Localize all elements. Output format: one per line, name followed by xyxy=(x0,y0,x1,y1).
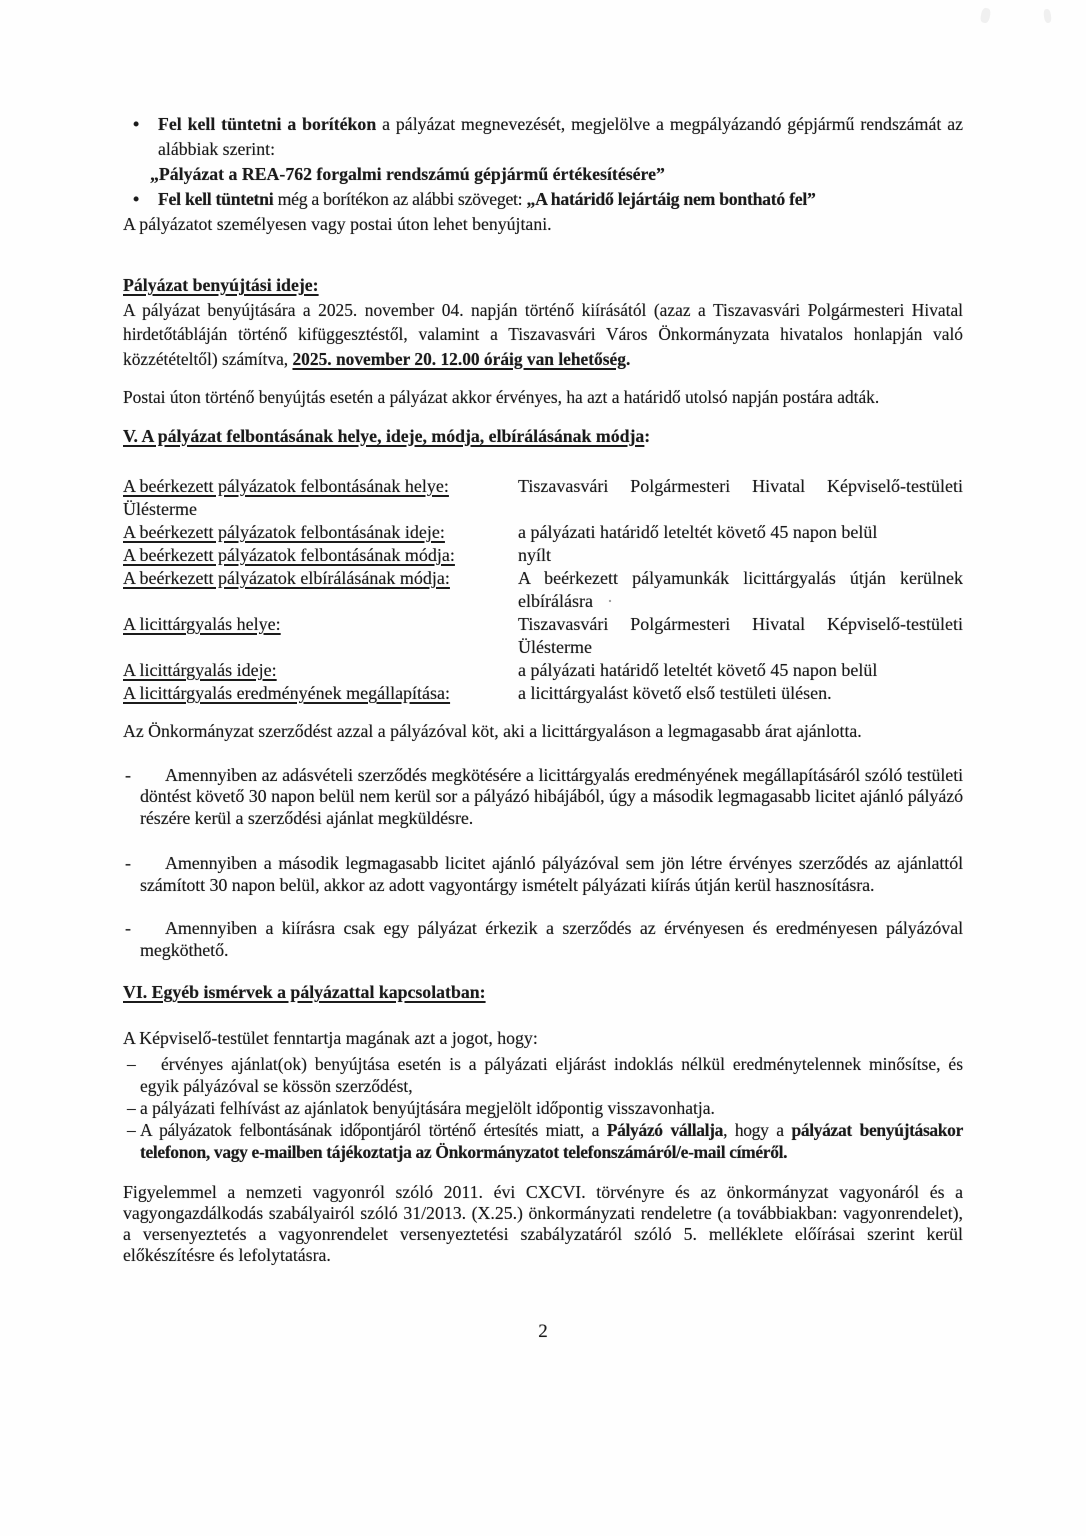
scan-artifact xyxy=(1043,9,1052,24)
submission-paragraph xyxy=(123,298,963,372)
row-value: a pályázati határidő leteltét követő 45 napon belül xyxy=(518,660,878,680)
row-label: A beérkezett pályázatok felbontásának helye: xyxy=(123,476,449,496)
dash-icon: - xyxy=(125,764,131,785)
row-label: A licittárgyalás helye: xyxy=(123,614,281,634)
dash-icon: – xyxy=(127,1120,136,1140)
row-label xyxy=(123,636,518,659)
bullet-icon: • xyxy=(133,114,140,134)
row-label: A licittárgyalás ideje: xyxy=(123,660,277,680)
list-item xyxy=(123,1097,963,1119)
table-row xyxy=(123,567,963,590)
row-label: A licittárgyalás eredményének megállapítása: xyxy=(123,683,451,703)
table-row xyxy=(123,521,963,544)
row-value: a licittárgyalást követő első testületi ülésen. xyxy=(518,683,832,703)
right-text: a pályázati felhívást az ajánlatok benyújtására megjelölt időpontig visszavonhatja. xyxy=(140,1098,715,1118)
row-label: A beérkezett pályázatok felbontásának ideje: xyxy=(123,522,445,542)
row-value: Ülésterme xyxy=(518,637,592,657)
table-row xyxy=(123,590,963,613)
table-row xyxy=(123,636,963,659)
right-text: érvényes ajánlat(ok) benyújtása esetén is a pályázati eljárást indoklás nélkül eredménytelennek minősítse, és egyik pályázóval se kössön szerződést, xyxy=(140,1054,963,1096)
bullet-bold-lead: Fel kell tüntetni a borítékon xyxy=(158,114,377,134)
list-item xyxy=(123,187,963,212)
submission-section-heading: Pályázat benyújtási ideje: xyxy=(123,275,319,295)
condition-text: Amennyiben a kiírásra csak egy pályázat érkezik a szerződés az érvényesen és eredményesen pályázóval megköthető. xyxy=(140,918,963,960)
deadline-highlight: 2025. november 20. 12.00 óráig van lehetőség xyxy=(292,348,626,369)
list-item xyxy=(123,918,963,961)
table-row xyxy=(123,498,963,521)
right-text: A pályázatok felbontásának időpontjáról történő értesítés miatt, a xyxy=(140,1120,607,1140)
list-item xyxy=(123,1119,963,1163)
dash-icon: – xyxy=(127,1098,136,1118)
row-label xyxy=(123,590,518,613)
list-item xyxy=(123,853,963,896)
condition-text: Amennyiben a második legmagasabb licitet ajánló pályázóval sem jön létre érvényes szerződés az ajánlattól számított 30 napon belül, akkor az adott vagyontárgy ismételt pályázati kiírás útján kerül hasznosításra. xyxy=(140,853,963,895)
table-row xyxy=(123,682,963,705)
bullet-bold-lead: Fel kell tüntetni xyxy=(158,189,274,209)
right-text: , hogy a xyxy=(723,1120,792,1140)
row-value: Tiszavasvári Polgármesteri Hivatal Képviselő-testületi xyxy=(518,476,963,496)
submission-method-line: A pályázatot személyesen vagy postai úton lehet benyújtani. xyxy=(123,214,552,234)
right-text-bold: Pályázó vállalja xyxy=(606,1120,724,1140)
row-label: Ülésterme xyxy=(123,499,197,519)
dash-icon: – xyxy=(127,1054,136,1074)
right-text-bold: pályázat benyújtásakor telefonon, vagy e-mailben tájékoztatja az Önkormányzatot telefonszámáról/e-mail címéről. xyxy=(140,1120,964,1162)
list-item xyxy=(123,765,963,830)
dash-icon: - xyxy=(125,853,131,873)
page-number: 2 xyxy=(538,1321,548,1342)
row-value: nyílt xyxy=(518,545,552,565)
row-value: A beérkezett pályamunkák licittárgyalás útján kerülnek xyxy=(518,568,963,588)
scan-artifact xyxy=(980,7,992,24)
section-v-heading: V. A pályázat felbontásának helye, ideje, módja, elbírálásának módja: xyxy=(123,425,651,446)
list-item xyxy=(123,112,963,162)
stray-dot: · xyxy=(606,591,613,611)
legal-reference-paragraph: Figyelemmel a nemzeti vagyonról szóló 2011. évi CXCVI. törvényre és az önkormányzat vagyonáról és a vagyongazdálkodás szabályairól szóló 31/2013. (X.25.) önkormányzati rendeletre (a továbbiakban: vagyonrendelet), a versenyeztetés a vagyonrendelet versenyeztetési szabályzatáról szóló 5. melléklete előírásai szerint kerül előkészítésre és lefolytatásra. xyxy=(123,1182,963,1265)
row-value: Tiszavasvári Polgármesteri Hivatal Képviselő-testületi xyxy=(518,614,963,634)
bullet-text: még a borítékon az alábbi szöveget: xyxy=(273,189,527,209)
table-row xyxy=(123,544,963,567)
contract-award-note: Az Önkormányzat szerződést azzal a pályázóval köt, aki a licittárgyaláson a legmagasabb árat ajánlotta. xyxy=(123,721,862,741)
rights-list xyxy=(123,1053,963,1163)
postal-validity-paragraph: Postai úton történő benyújtás esetén a pályázat akkor érvényes, ha azt a határidő utolsó napján postára adták. xyxy=(123,387,880,407)
opening-details-table xyxy=(123,475,963,705)
section-vi-heading: VI. Egyéb ismérvek a pályázattal kapcsolatban: xyxy=(123,982,486,1002)
row-label: A beérkezett pályázatok elbírálásának módja: xyxy=(123,568,450,588)
row-value xyxy=(518,498,963,521)
rights-intro: A Képviselő-testület fenntartja magának azt a jogot, hogy: xyxy=(123,1027,538,1048)
bullet-icon: • xyxy=(133,189,139,209)
conditions-list xyxy=(123,765,963,962)
submission-text: A pályázat benyújtására a 2025. november 04. napján történő kiírásától (azaz a Tiszavasvári Polgármesteri Hivatal hirdetőtábláján történő kifüggesztéstől, valamint a Tiszavasvári Város Önkormányzata hivatalos honlapján való közzétételtől) számítva, xyxy=(123,299,963,369)
row-value: elbírálásra · xyxy=(518,591,613,611)
row-value: a pályázati határidő leteltét követő 45 napon belül xyxy=(518,522,878,542)
condition-text: Amennyiben az adásvételi szerződés megkötésére a licittárgyalás eredményének megállapításáról szóló testületi döntést követő 30 napon belül nem kerül sor a pályázó hibájából, úgy a második legmagasabb licitet ajánló pályázó részére kerül a szerződési ajánlat megküldésre. xyxy=(140,764,963,828)
deadline-tail: . xyxy=(625,348,631,369)
tender-title-quote: „Pályázat a REA-762 forgalmi rendszámú gépjármű értékesítésére” xyxy=(150,164,665,184)
row-label: A beérkezett pályázatok felbontásának módja: xyxy=(123,545,455,565)
bullet-text: a pályázat megnevezését, megjelölve a megpályázandó gépjármű rendszámát az alábbiak szerint: xyxy=(158,114,963,159)
table-row xyxy=(123,659,963,682)
table-row xyxy=(123,475,963,498)
envelope-instructions-list xyxy=(123,112,963,237)
table-row xyxy=(123,613,963,636)
dash-icon: - xyxy=(125,918,131,938)
list-item xyxy=(123,1053,963,1097)
bullet-bold-tail: „A határidő lejártáig nem bontható fel” xyxy=(526,189,816,209)
